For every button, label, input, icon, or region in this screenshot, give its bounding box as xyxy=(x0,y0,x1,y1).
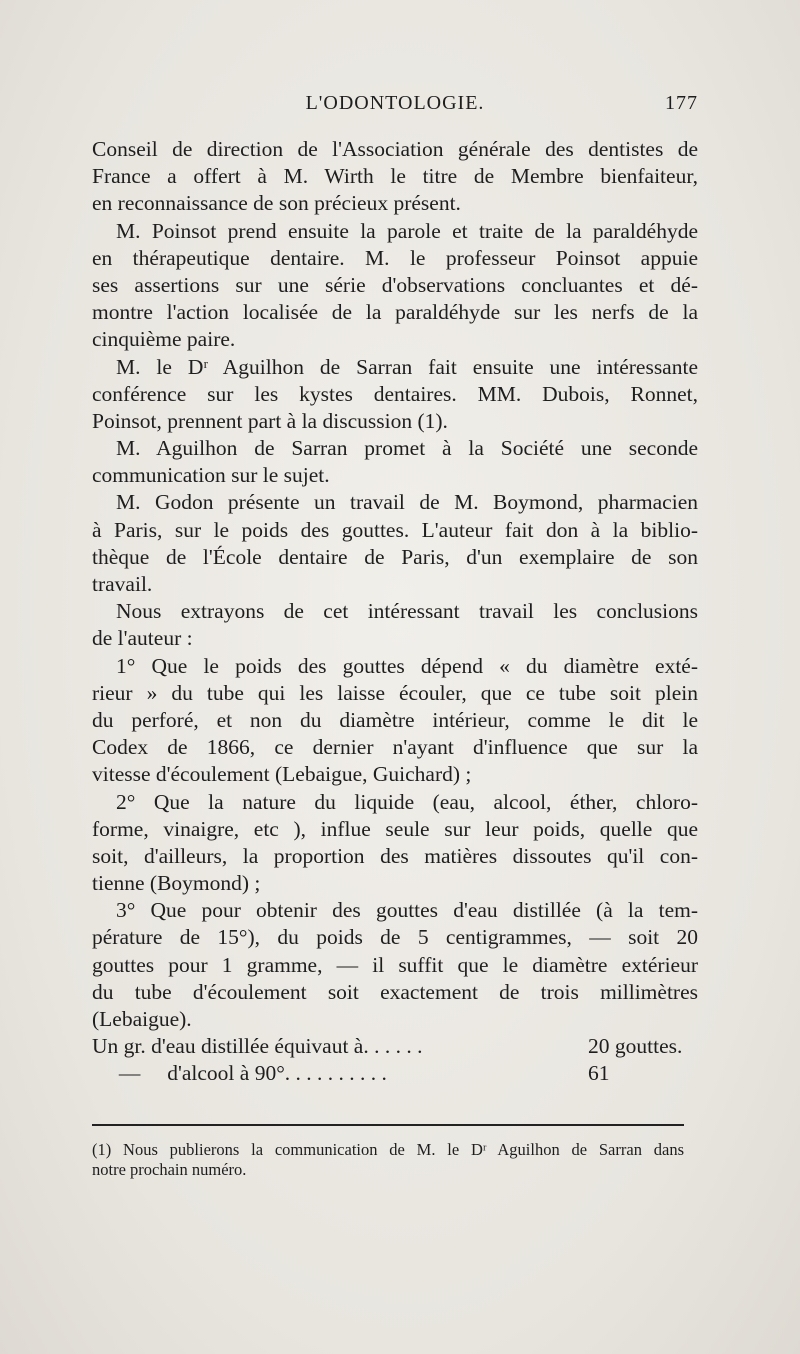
text-line: Codex de 1866, ce dernier n'ayant d'influence que sur la xyxy=(92,735,698,760)
text-line: pérature de 15°), du poids de 5 centigrammes, — soit 20 xyxy=(92,925,698,950)
text-line: 3° Que pour obtenir des gouttes d'eau distillée (à la tem- xyxy=(116,898,698,923)
text-line: soit, d'ailleurs, la proportion des matières dissoutes qu'il con- xyxy=(92,843,698,868)
table-row xyxy=(92,1033,698,1060)
text-line: (Lebaigue). xyxy=(92,1007,192,1031)
table-label: — d'alcool à 90°. . . . . . . . . . xyxy=(92,1061,387,1086)
table-row xyxy=(92,1060,698,1087)
footnote-rule xyxy=(92,1124,684,1126)
text-line: conférence sur les kystes dentaires. MM. Dubois, Ronnet, xyxy=(92,381,698,406)
table-value: 61 xyxy=(588,1061,610,1086)
table-value: 20 gouttes. xyxy=(588,1034,683,1059)
text-line: du tube d'écoulement soit exactement de trois millimètres xyxy=(92,979,698,1004)
footnote xyxy=(92,1140,684,1180)
text-line: en thérapeutique dentaire. M. le professeur Poinsot appuie xyxy=(92,245,698,270)
text-line: forme, vinaigre, etc ), influe seule sur leur poids, quelle que xyxy=(92,816,698,841)
text-line: à Paris, sur le poids des gouttes. L'auteur fait don à la biblio- xyxy=(92,517,698,542)
text-line: du perforé, et non du diamètre intérieur, comme le dit le xyxy=(92,707,698,732)
text-line: France a offert à M. Wirth le titre de Membre bienfaiteur, xyxy=(92,164,698,189)
text-line: M. Aguilhon de Sarran promet à la Société une seconde xyxy=(116,436,698,461)
text-line: M. Godon présente un travail de M. Boymond, pharmacien xyxy=(116,490,698,515)
text-line: Conseil de direction de l'Association générale des dentistes de xyxy=(92,137,698,161)
running-header xyxy=(92,92,698,122)
journal-title: L'ODONTOLOGIE. xyxy=(305,92,485,114)
text-line: 2° Que la nature du liquide (eau, alcool, éther, chloro- xyxy=(116,789,698,814)
footnote-line: notre prochain numéro. xyxy=(92,1160,247,1179)
text-line: en reconnaissance de son précieux présent. xyxy=(92,191,461,216)
text-line: 1° Que le poids des gouttes dépend « du diamètre exté- xyxy=(116,653,698,678)
text-line: tienne (Boymond) ; xyxy=(92,871,261,896)
text-line: communication sur le sujet. xyxy=(92,463,330,488)
text-line: montre l'action localisée de la paraldéhyde sur les nerfs de la xyxy=(92,300,698,325)
text-line: rieur » du tube qui les laisse écouler, que ce tube soit plein xyxy=(92,680,698,705)
text-line: gouttes pour 1 gramme, — il suffit que le diamètre extérieur xyxy=(92,952,698,977)
text-line: thèque de l'École dentaire de Paris, d'un exemplaire de son xyxy=(92,544,698,569)
text-line: vitesse d'écoulement (Lebaigue, Guichard) ; xyxy=(92,762,472,787)
text-line: travail. xyxy=(92,572,153,596)
table-label: Un gr. d'eau distillée équivaut à. . . . . . xyxy=(92,1034,423,1059)
text-line: cinquième paire. xyxy=(92,327,236,352)
text-line: de l'auteur : xyxy=(92,626,193,651)
text-line: M. Poinsot prend ensuite la parole et traite de la paraldéhyde xyxy=(116,218,698,243)
page-number: 177 xyxy=(665,92,698,114)
body-text xyxy=(92,136,698,1088)
text-line: ses assertions sur une série d'observations concluantes et dé- xyxy=(92,272,698,297)
footnote-line: (1) Nous publierons la communication de M. le Dʳ Aguilhon de Sarran dans xyxy=(92,1140,684,1159)
text-line: Nous extrayons de cet intéressant travail les conclusions xyxy=(116,599,698,624)
text-line: Poinsot, prennent part à la discussion (1). xyxy=(92,408,448,433)
text-line: M. le Dʳ Aguilhon de Sarran fait ensuite une intéressante xyxy=(116,354,698,379)
